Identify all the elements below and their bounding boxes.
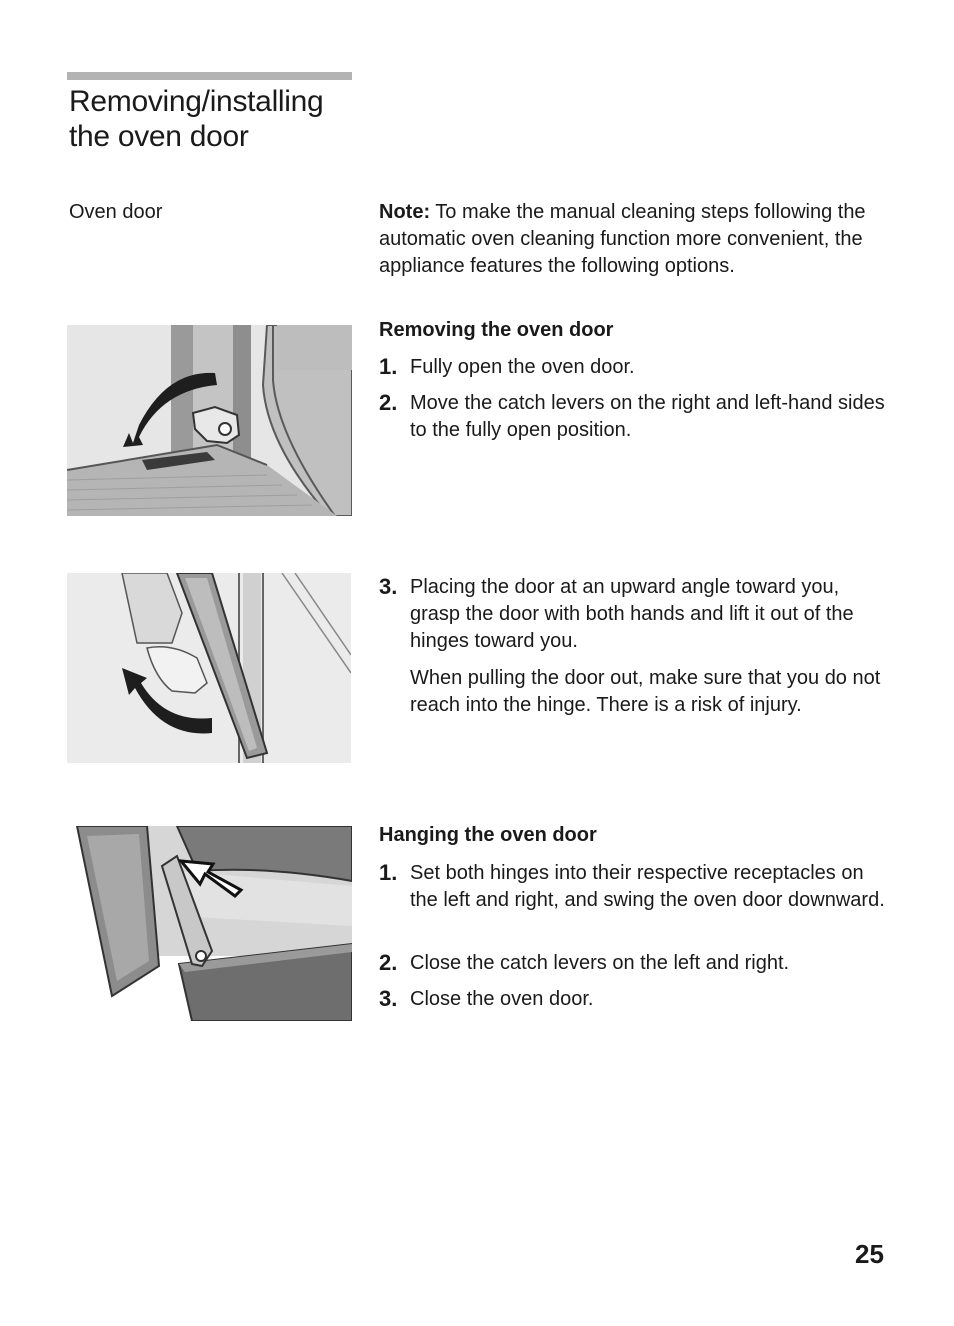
hanging-step-3 xyxy=(379,986,889,1013)
door-lift-out-illustration xyxy=(67,573,351,763)
page-title-line-1: Removing/installing xyxy=(69,85,324,118)
hinge-insert-illustration xyxy=(67,826,352,1021)
hanging-heading: Hanging the oven door xyxy=(379,824,597,846)
removing-heading: Removing the oven door xyxy=(379,319,614,341)
hanging-step-2 xyxy=(379,950,889,977)
step-text: Set both hinges into their respective receptacles on the left and right, and swing the oven door downward. xyxy=(410,862,885,911)
step-text: Move the catch levers on the right and left-hand sides to the fully open position. xyxy=(410,392,885,441)
heading-rule xyxy=(67,72,352,80)
step-number: 1. xyxy=(379,354,398,379)
step-number: 1. xyxy=(379,860,398,885)
hanging-step-1 xyxy=(379,860,889,914)
step-text: Close the catch levers on the left and right. xyxy=(410,952,790,974)
step-number: 3. xyxy=(379,574,398,599)
injury-warning: When pulling the door out, make sure that you do not reach into the hinge. There is a risk of injury. xyxy=(410,667,881,716)
page-title-line-2: the oven door xyxy=(69,120,249,153)
removing-step-1 xyxy=(379,354,889,381)
page-title xyxy=(69,84,369,154)
step-number: 2. xyxy=(379,950,398,975)
step-number: 3. xyxy=(379,986,398,1011)
step-text: Placing the door at an upward angle toward you, grasp the door with both hands and lift it out of the hinges toward you. xyxy=(410,576,854,652)
note-label: Note: xyxy=(379,201,431,223)
note-text: To make the manual cleaning steps following the automatic oven cleaning function more convenient, the appliance features the following options. xyxy=(379,201,866,277)
removing-step-3 xyxy=(379,574,889,655)
note-paragraph xyxy=(379,199,889,280)
step-number: 2. xyxy=(379,390,398,415)
catch-lever-open-illustration xyxy=(67,325,352,516)
page-number: 25 xyxy=(855,1239,884,1269)
step-text: Fully open the oven door. xyxy=(410,356,635,378)
section-label-oven-door: Oven door xyxy=(69,201,163,223)
removing-step-2 xyxy=(379,390,889,444)
step-text: Close the oven door. xyxy=(410,988,594,1010)
